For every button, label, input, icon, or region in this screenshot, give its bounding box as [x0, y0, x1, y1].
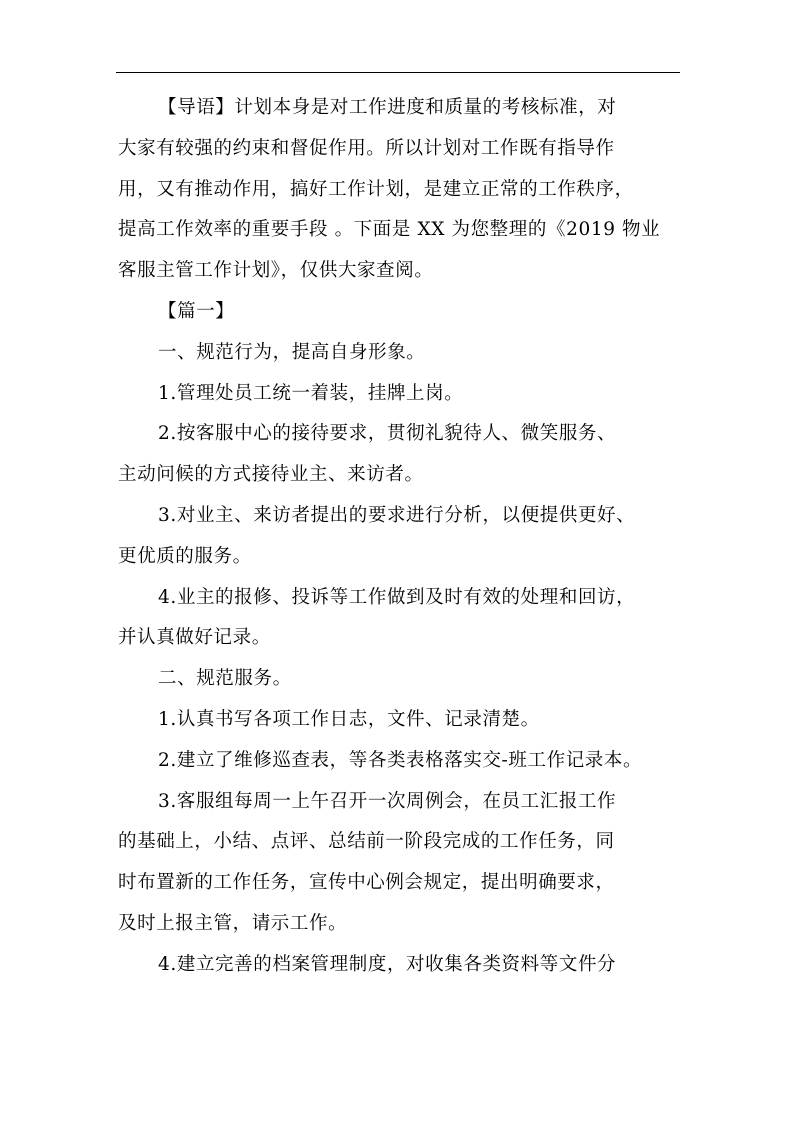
part1-item-line: 1.管理处员工统一着装，挂牌上岗。	[158, 382, 464, 404]
part2-item-line: 的基础上，小结、点评、总结前一阶段完成的工作任务，同	[118, 831, 615, 853]
part2-item-line: 3.客服组每周一上午召开一次周例会，在员工汇报工作	[158, 790, 617, 812]
document-body	[118, 88, 678, 986]
part1-item-line: 主动问候的方式接待业主、来访者。	[118, 464, 424, 486]
part2-item-line: 及时上报主管，请示工作。	[118, 912, 348, 934]
part2-item-line: 1.认真书写各项工作日志，文件、记录清楚。	[158, 708, 540, 730]
part2-item-line: 2.建立了维修巡查表，等各类表格落实交-班工作记录本。	[158, 749, 643, 771]
part1-item-line: 并认真做好记录。	[118, 627, 271, 649]
intro-line: 客服主管工作计划》，仅供大家查阅。	[118, 260, 434, 282]
part2-item-line: 4.建立完善的档案管理制度，对收集各类资料等文件分	[158, 953, 617, 975]
intro-line: 【导语】计划本身是对工作进度和质量的考核标准，对	[158, 97, 617, 118]
part1-item-line: 3.对业主、来访者提出的要求进行分析，以便提供更好、	[158, 504, 636, 526]
part1-item-line: 4.业主的报修、投诉等工作做到及时有效的处理和回访，	[158, 586, 636, 608]
intro-line: 提高工作效率的重要手段 。下面是 XX 为您整理的《2019 物业	[118, 219, 661, 241]
section-label: 【篇一】	[158, 300, 235, 322]
intro-line: 大家有较强的约束和督促作用。所以计划对工作既有指导作	[118, 137, 615, 159]
part1-item-line: 2.按客服中心的接待要求，贯彻礼貌待人、微笑服务、	[158, 423, 617, 445]
part1-item-line: 更优质的服务。	[118, 545, 252, 567]
part2-item-line: 时布置新的工作任务，宣传中心例会规定，提出明确要求，	[118, 872, 615, 894]
part2-heading: 二、规范服务。	[158, 668, 292, 690]
part1-heading: 一、规范行为，提高自身形象。	[158, 341, 426, 363]
intro-line: 用，又有推动作用，搞好工作计划，是建立正常的工作秩序，	[118, 178, 634, 200]
header-rule	[116, 72, 680, 73]
